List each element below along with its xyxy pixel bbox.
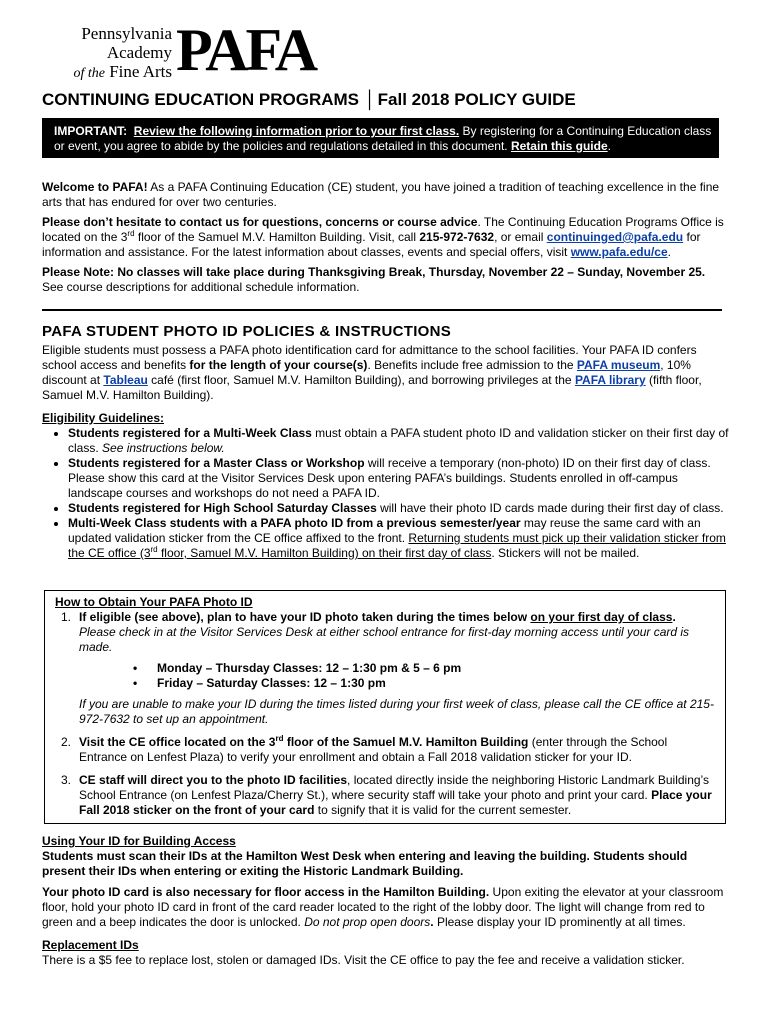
logo-line-1: Pennsylvania	[81, 24, 172, 43]
list-item: • Students registered for High School Saturday Classes will have their photo ID cards made during their first day of class.	[68, 501, 732, 516]
list-item: • Multi-Week Class students with a PAFA photo ID from a previous semester/year may reuse the same card with an updated validation sticker from the CE office affixed to the front. Returning students must pick up their validation sticker from the CE office (3rd floor, Samuel M.V. Hamilton Building) on their first day of class. Stickers will not be mailed.	[68, 516, 732, 561]
obtain-id-box	[44, 590, 726, 824]
photo-id-section	[42, 343, 732, 561]
intro-section	[42, 180, 732, 300]
logo-line-2: Academy	[106, 43, 172, 62]
obtain-id-heading: How to Obtain Your PAFA Photo ID	[55, 595, 253, 609]
contact-paragraph: Please don’t hesitate to contact us for questions, concerns or course advice. The Continuing Education Programs Office is located on the 3rd floor of the Samuel M.V. Hamilton Building. Visit, call 215-972-7632, or email continuinged@pafa.edu for information and assistance. For the latest information about classes, events and special offers, visit www.pafa.edu/ce.	[42, 215, 724, 259]
list-item: • Monday – Thursday Classes: 12 – 1:30 pm & 5 – 6 pm	[133, 661, 715, 676]
step-3: 3. CE staff will direct you to the photo ID facilities, located directly inside the neighboring Historic Landmark Building’s School Entrance (on Lenfest Plaza/Cherry St.), where security staff will take your photo and print your card. Place your Fall 2018 sticker on the front of your card to signify that it is valid for the current semester.	[61, 773, 712, 817]
email-link[interactable]: continuinged@pafa.edu	[546, 230, 684, 244]
photo-hours-list	[55, 661, 715, 691]
eligibility-heading: Eligibility Guidelines:	[42, 411, 165, 425]
building-access-section	[42, 834, 732, 968]
logo-mark: PAFA	[176, 17, 316, 83]
list-item: • Friday – Saturday Classes: 12 – 1:30 pm	[133, 676, 715, 691]
important-notice: IMPORTANT: Review the following information prior to your first class. By registering for a Continuing Education class or event, you agree to abide by the policies and regulations detailed in this document. Retain this guide.	[42, 118, 719, 158]
step-2: 2. Visit the CE office located on the 3rd floor of the Samuel M.V. Hamilton Building (enter through the School Entrance on Lenfest Plaza) to verify your enrollment and obtain a Fall 2018 validation sticker for your ID.	[61, 734, 668, 764]
list-item: • Students registered for a Multi-Week Class must obtain a PAFA student photo ID and validation sticker on their first day of class. See instructions below.	[68, 426, 732, 456]
step-1: 1. If eligible (see above), plan to have your ID photo taken during the times below on your first day of class. Please check in at the Visitor Services Desk at either school entrance for first-day morning access until your card is made.	[61, 610, 690, 654]
logo-wordmark	[34, 24, 172, 83]
library-link[interactable]: PAFA library	[574, 373, 646, 387]
logo-line-3: of the Fine Arts	[73, 62, 172, 81]
appointment-note: If you are unable to make your ID during the times listed during your first week of class, please call the CE office at 215-972-7632 to set up an appointment.	[79, 697, 714, 726]
page-title: CONTINUING EDUCATION PROGRAMS │ Fall 2018 POLICY GUIDE	[42, 90, 576, 109]
welcome-paragraph: Welcome to PAFA! As a PAFA Continuing Education (CE) student, you have joined a tradition of teaching excellence in the fine arts that has endured for over two centuries.	[42, 180, 720, 209]
website-link[interactable]: www.pafa.edu/ce	[570, 245, 668, 259]
eligibility-list	[42, 426, 732, 561]
scan-requirement: Students must scan their IDs at the Hamilton West Desk when entering and leaving the building. Students should present their IDs when entering or exiting the Historic Landmark Building.	[42, 849, 688, 878]
museum-link[interactable]: PAFA museum	[576, 358, 661, 372]
thanksgiving-note: Please Note: No classes will take place during Thanksgiving Break, Thursday, November 22 – Sunday, November 25. See course descriptions for additional schedule information.	[42, 265, 706, 294]
floor-access-paragraph: Your photo ID card is also necessary for floor access in the Hamilton Building. Upon exiting the elevator at your classroom floor, hold your photo ID card in front of the card reader located to the right of the lobby door. The light will change from red to green and a beep indicates the door is unlocked. Do not prop open doors. Please display your ID prominently at all times.	[42, 885, 724, 929]
replacement-text: There is a $5 fee to replace lost, stolen or damaged IDs. Visit the CE office to pay the fee and receive a validation sticker.	[42, 953, 685, 967]
tableau-link[interactable]: Tableau	[103, 373, 148, 387]
list-item: • Students registered for a Master Class or Workshop will receive a temporary (non-photo) ID on their first day of class. Please show this card at the Visitor Services Desk upon entering PAFA’s buildings. Students enrolled in off-campus landscape courses and workshops do not need a PAFA ID.	[68, 456, 732, 501]
photo-id-intro: Eligible students must possess a PAFA photo identification card for admittance to the school facilities. Your PAFA ID confers school access and benefits for the length of your course(s). Benefits include free admission to the PAFA museum, 10% discount at Tableau café (first floor, Samuel M.V. Hamilton Building), and borrowing privileges at the PAFA library (fifth floor, Samuel M.V. Hamilton Building).	[42, 343, 702, 402]
pafa-logo	[34, 17, 334, 86]
building-access-heading: Using Your ID for Building Access	[42, 834, 236, 848]
replacement-heading: Replacement IDs	[42, 938, 139, 952]
section-divider	[42, 309, 722, 311]
photo-id-heading: PAFA STUDENT PHOTO ID POLICIES & INSTRUCTIONS	[42, 323, 452, 340]
